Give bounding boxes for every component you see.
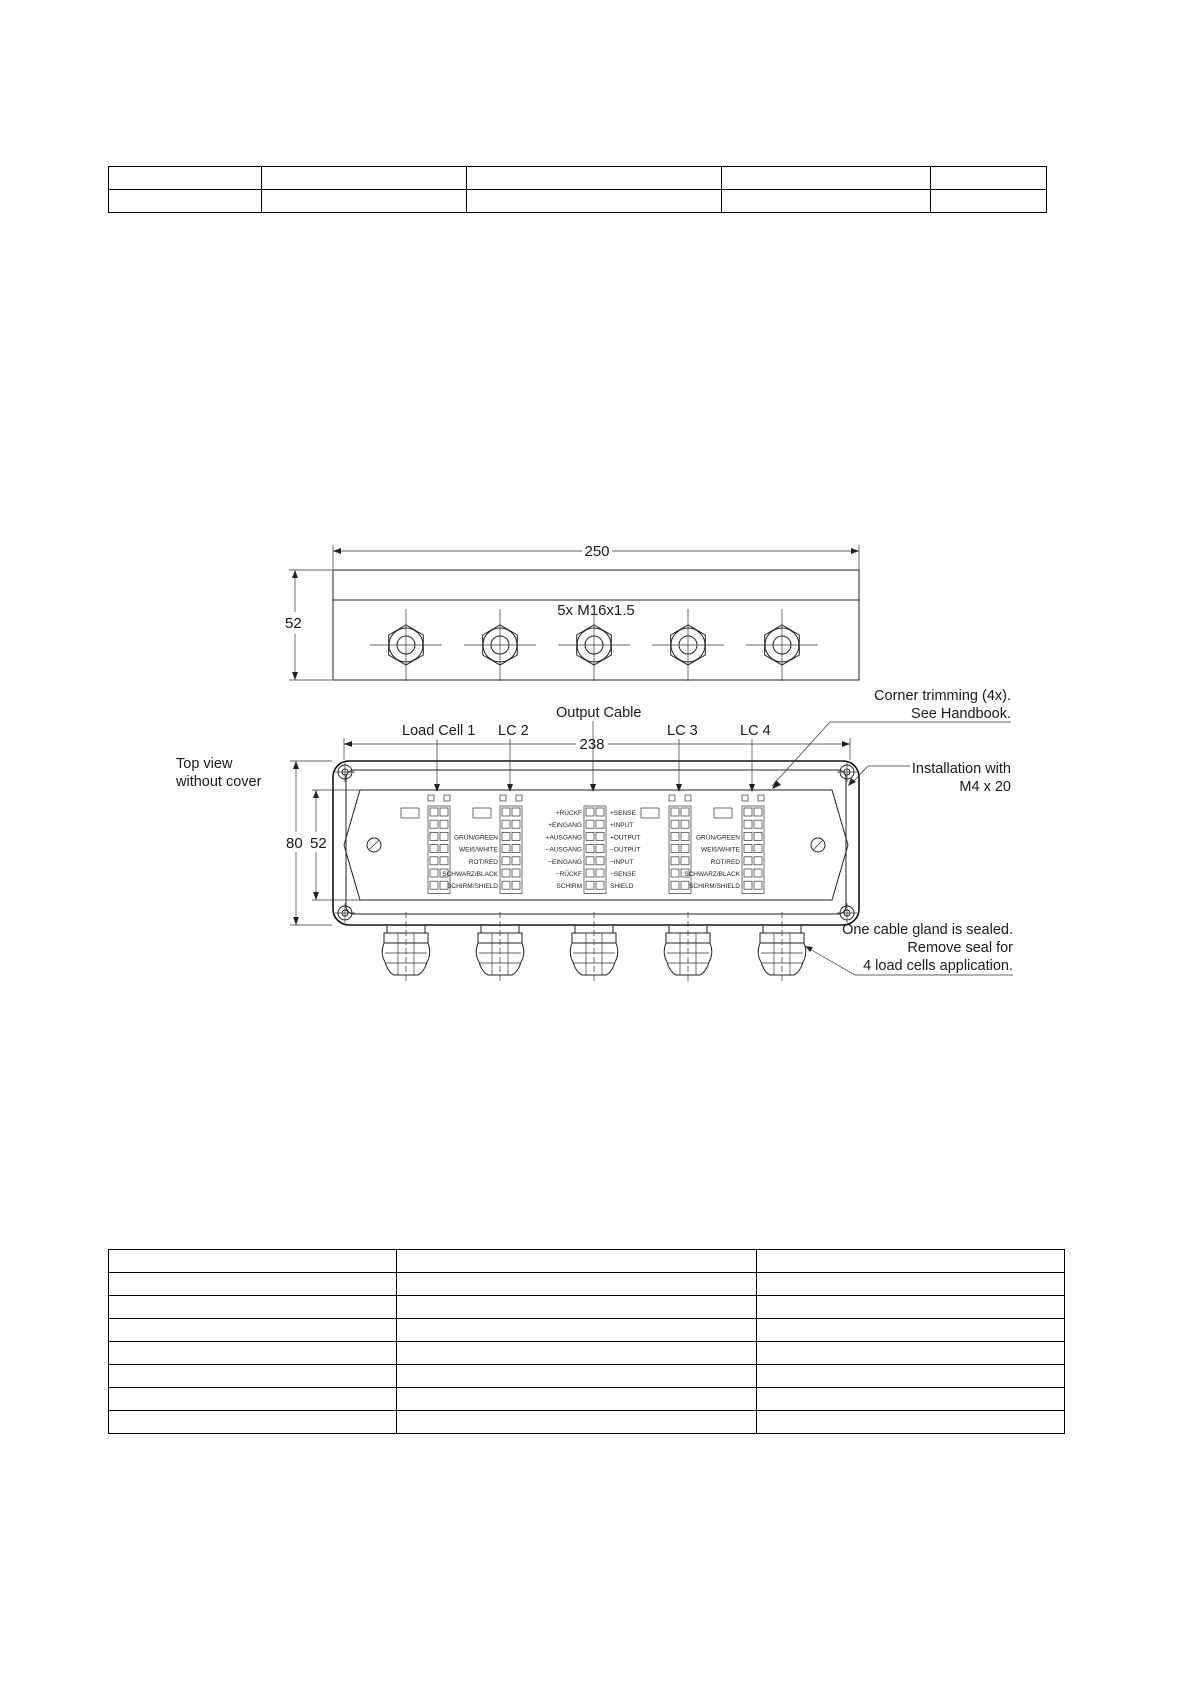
table-cell — [397, 1365, 757, 1388]
wire-label: WEIß/WHITE — [459, 846, 498, 854]
table-cell — [109, 1411, 397, 1434]
table-cell — [397, 1250, 757, 1273]
lc2-label: LC 2 — [498, 723, 529, 739]
wire-label: ROT/RED — [468, 858, 498, 866]
cable-gland — [476, 912, 524, 982]
gland-note-1: One cable gland is sealed. — [842, 922, 1013, 938]
table-cell — [757, 1342, 1065, 1365]
top-view-label-2: without cover — [176, 774, 262, 790]
thread-label: 5x M16x1.5 — [557, 602, 635, 619]
cable-gland — [664, 912, 712, 982]
side-gland — [370, 609, 442, 681]
output-label-en: −OUTPUT — [610, 846, 641, 854]
lc4-label: LC 4 — [740, 723, 771, 739]
table-row — [109, 1388, 1065, 1411]
outer-height-dimension: 80 — [286, 835, 303, 852]
top-view-label-1: Top view — [176, 756, 233, 772]
table-cell — [757, 1388, 1065, 1411]
output-label-en: +OUTPUT — [610, 834, 641, 842]
corner-note-1: Corner trimming (4x). — [874, 688, 1011, 704]
wire-label: ROT/RED — [710, 858, 740, 866]
table-cell — [397, 1273, 757, 1296]
output-label-en: SHIELD — [610, 883, 634, 891]
side-height-dimension: 52 — [285, 615, 302, 632]
table-cell — [757, 1250, 1065, 1273]
gland-note-2: Remove seal for — [907, 940, 1013, 956]
table-cell — [109, 1342, 397, 1365]
output-label-en: +SENSE — [610, 810, 636, 817]
table-cell — [757, 1411, 1065, 1434]
cable-gland — [758, 912, 806, 982]
wire-label: SCHIRM/SHIELD — [689, 883, 740, 891]
table-row — [109, 1319, 1065, 1342]
top-width-dimension: 238 — [579, 736, 605, 753]
output-label-de: SCHIRM — [556, 883, 582, 891]
output-label-en: −INPUT — [610, 858, 634, 866]
side-gland — [746, 609, 818, 681]
terminal-block-lc4 — [742, 806, 764, 893]
output-label-de: +AUSGANG — [545, 834, 582, 842]
side-view — [285, 543, 859, 681]
bottom-table — [108, 1249, 1065, 1434]
install-note-2: M4 x 20 — [959, 779, 1011, 795]
lc3-label: LC 3 — [667, 723, 698, 739]
table-cell — [109, 1365, 397, 1388]
output-label-de: −RÜCKF — [555, 871, 582, 878]
table-cell — [397, 1296, 757, 1319]
table-row — [109, 1296, 1065, 1319]
wire-label: SCHWARZ/BLACK — [684, 871, 740, 878]
cable-gland — [382, 912, 430, 982]
table-cell — [757, 1365, 1065, 1388]
table-row — [109, 1365, 1065, 1388]
table-cell — [757, 1319, 1065, 1342]
inner-height-dimension: 52 — [310, 835, 327, 852]
table-cell — [397, 1411, 757, 1434]
table-cell — [757, 1296, 1065, 1319]
output-label-en: −SENSE — [610, 871, 636, 878]
output-label-de: +RÜCKF — [555, 810, 582, 817]
side-gland — [558, 609, 630, 681]
side-width-dimension: 250 — [584, 543, 610, 560]
table-row — [109, 1250, 1065, 1273]
terminal-block-lc2 — [500, 806, 522, 893]
terminal-block-output — [584, 806, 606, 893]
table-cell — [757, 1273, 1065, 1296]
table-cell — [397, 1319, 757, 1342]
side-gland — [464, 609, 536, 681]
table-cell — [109, 1250, 397, 1273]
output-label-de: −EINGANG — [548, 858, 582, 866]
table-cell — [109, 1273, 397, 1296]
load-cell-1-label: Load Cell 1 — [402, 723, 476, 739]
wire-label: GRÜN/GREEN — [453, 834, 498, 842]
gland-note-3: 4 load cells application. — [863, 958, 1013, 974]
wire-label: WEIß/WHITE — [701, 846, 740, 854]
install-note-1: Installation with — [911, 761, 1011, 777]
table-row — [109, 1411, 1065, 1434]
wire-label: SCHIRM/SHIELD — [447, 883, 498, 891]
cable-gland — [570, 912, 618, 982]
table-cell — [109, 1319, 397, 1342]
output-label-en: +INPUT — [610, 822, 634, 830]
top-view — [175, 688, 1013, 982]
output-label-de: +EINGANG — [548, 822, 582, 830]
table-cell — [397, 1342, 757, 1365]
wire-label: SCHWARZ/BLACK — [442, 871, 498, 878]
terminal-block-lc3 — [669, 806, 691, 893]
table-cell — [109, 1388, 397, 1411]
terminal-block-lc1 — [428, 806, 450, 893]
wire-label: GRÜN/GREEN — [695, 834, 740, 842]
output-label-de: −AUSGANG — [545, 846, 582, 854]
side-gland — [652, 609, 724, 681]
table-cell — [109, 1296, 397, 1319]
table-row — [109, 1273, 1065, 1296]
corner-note-2: See Handbook. — [911, 706, 1011, 722]
output-cable-label: Output Cable — [556, 705, 642, 721]
table-row — [109, 1342, 1065, 1365]
table-cell — [397, 1388, 757, 1411]
